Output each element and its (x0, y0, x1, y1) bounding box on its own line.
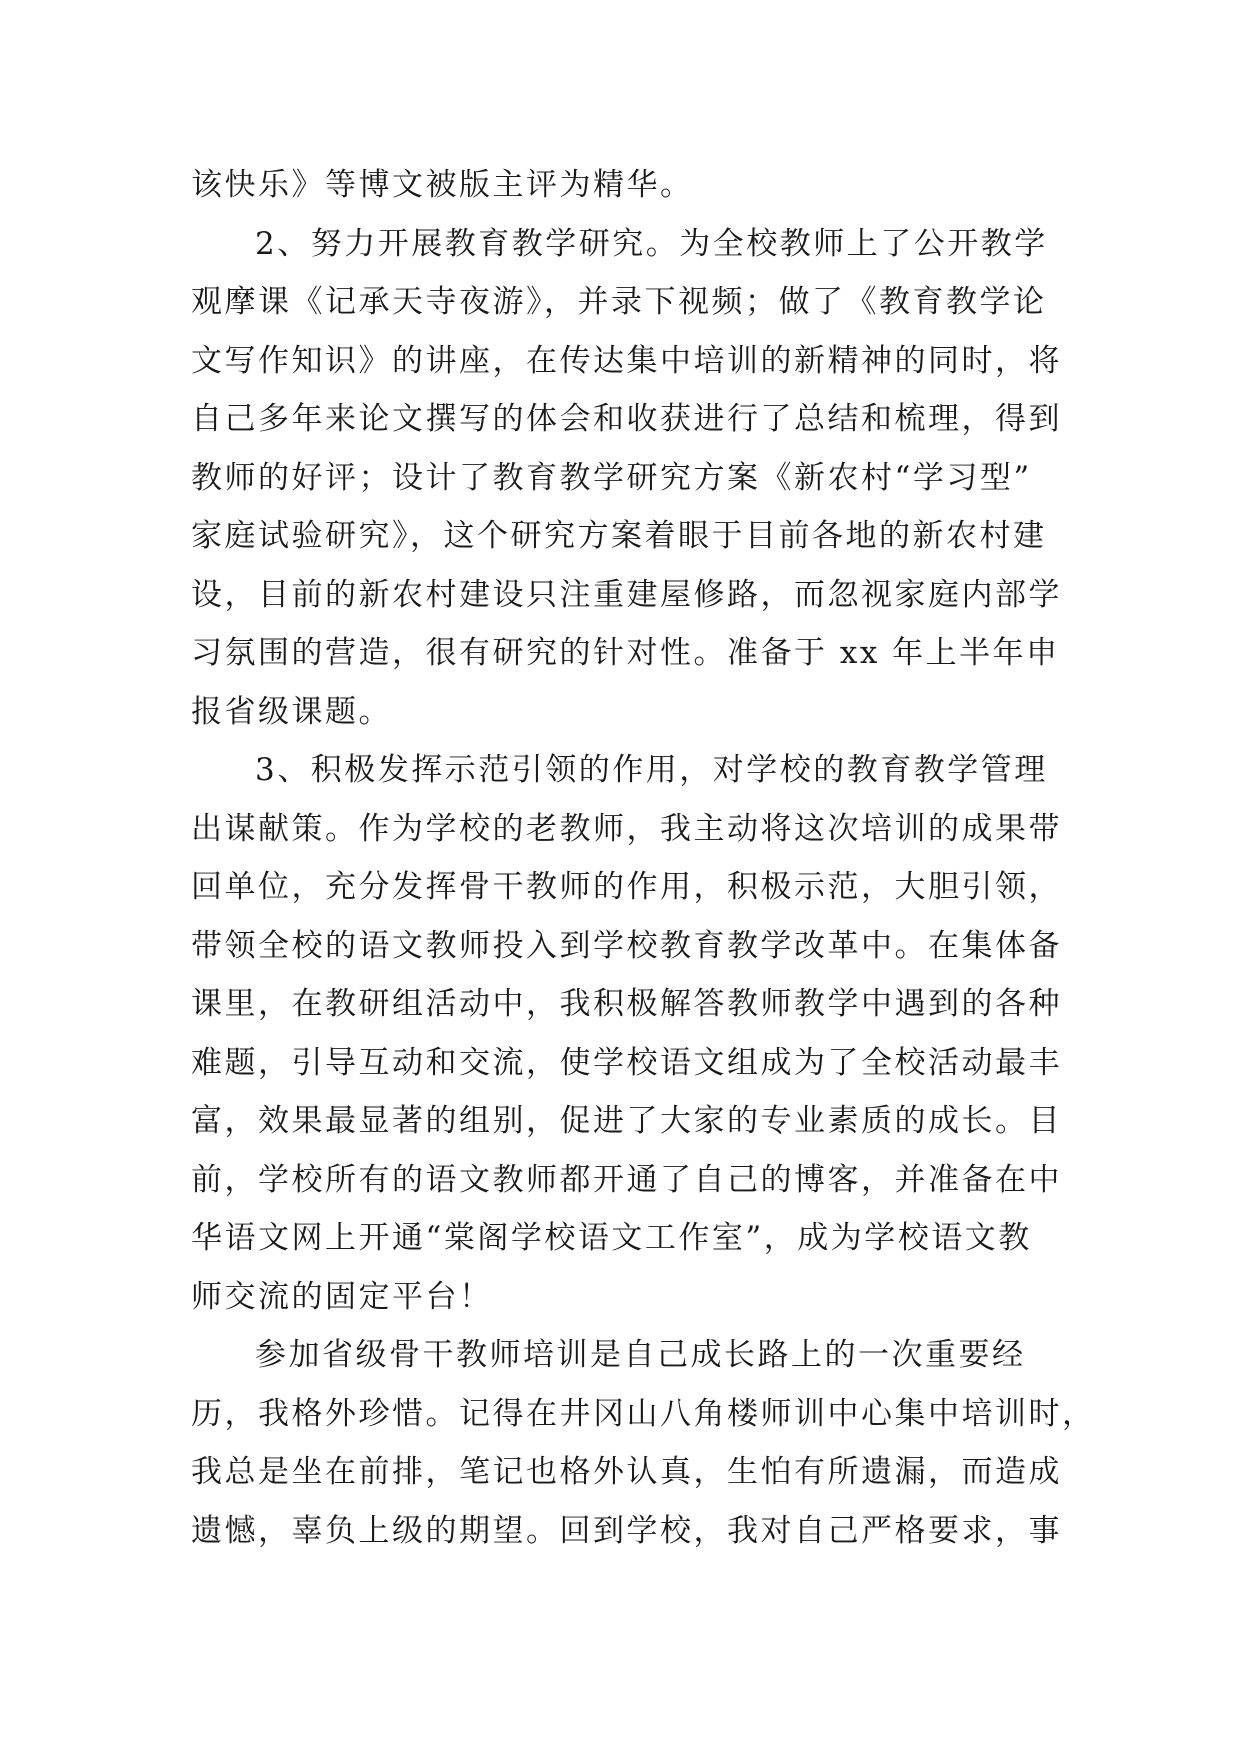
text-line: 设，目前的新农村建设只注重建屋修路，而忽视家庭内部学 (191, 576, 1062, 613)
document-body (191, 156, 1096, 1560)
text-line: 师交流的固定平台！ (191, 1278, 493, 1315)
text-line: 报省级课题。 (191, 693, 392, 730)
text-line: 文写作知识》的讲座，在传达集中培训的新精神的同时，将 (191, 342, 1062, 379)
text-line: 该快乐》等博文被版主评为精华。 (191, 167, 694, 203)
text-line: 回单位，充分发挥骨干教师的作用，积极示范，大胆引领， (191, 869, 1062, 905)
text-line: 出谋献策。作为学校的老教师，我主动将这次培训的成果带 (191, 810, 1062, 847)
text-line: 习氛围的营造，很有研究的针对性。准备于 xx 年上半年申 (191, 635, 1060, 671)
text-line: 观摩课《记承天寺夜游》，并录下视频；做了《教育教学论 (191, 284, 1047, 320)
paragraph-start-line: 参加省级骨干教师培训是自己成长路上的一次重要经 (255, 1337, 1026, 1373)
text-line: 前，学校所有的语文教师都开通了自己的博客，并准备在中 (191, 1161, 1062, 1198)
text-line: 难题，引导互动和交流，使学校语文组成为了全校活动最丰 (191, 1044, 1062, 1081)
text-line: 家庭试验研究》，这个研究方案着眼于目前各地的新农村建 (191, 518, 1047, 554)
text-line: 华语文网上开通“棠阁学校语文工作室”，成为学校语文教 (191, 1220, 1032, 1256)
text-line: 富，效果最显著的组别，促进了大家的专业素质的成长。目 (191, 1103, 1062, 1139)
text-line: 课里，在教研组活动中，我积极解答教师教学中遇到的各种 (191, 986, 1062, 1022)
text-line: 自己多年来论文撰写的体会和收获进行了总结和梳理，得到 (191, 401, 1062, 437)
text-line: 带领全校的语文教师投入到学校教育教学改革中。在集体备 (191, 927, 1062, 964)
text-line: 我总是坐在前排，笔记也格外认真，生怕有所遗漏，而造成 (191, 1454, 1062, 1490)
text-line: 教师的好评；设计了教育教学研究方案《新农村“学习型” (191, 459, 1032, 496)
text-line: 历，我格外珍惜。记得在井冈山八角楼师训中心集中培训时， (191, 1395, 1096, 1432)
paragraph-start-line: 2、努力开展教育教学研究。为全校教师上了公开教学 (255, 225, 1048, 262)
text-line: 遗憾，辜负上级的期望。回到学校，我对自己严格要求，事 (191, 1512, 1062, 1549)
paragraph-start-line: 3、积极发挥示范引领的作用，对学校的教育教学管理 (255, 752, 1048, 788)
